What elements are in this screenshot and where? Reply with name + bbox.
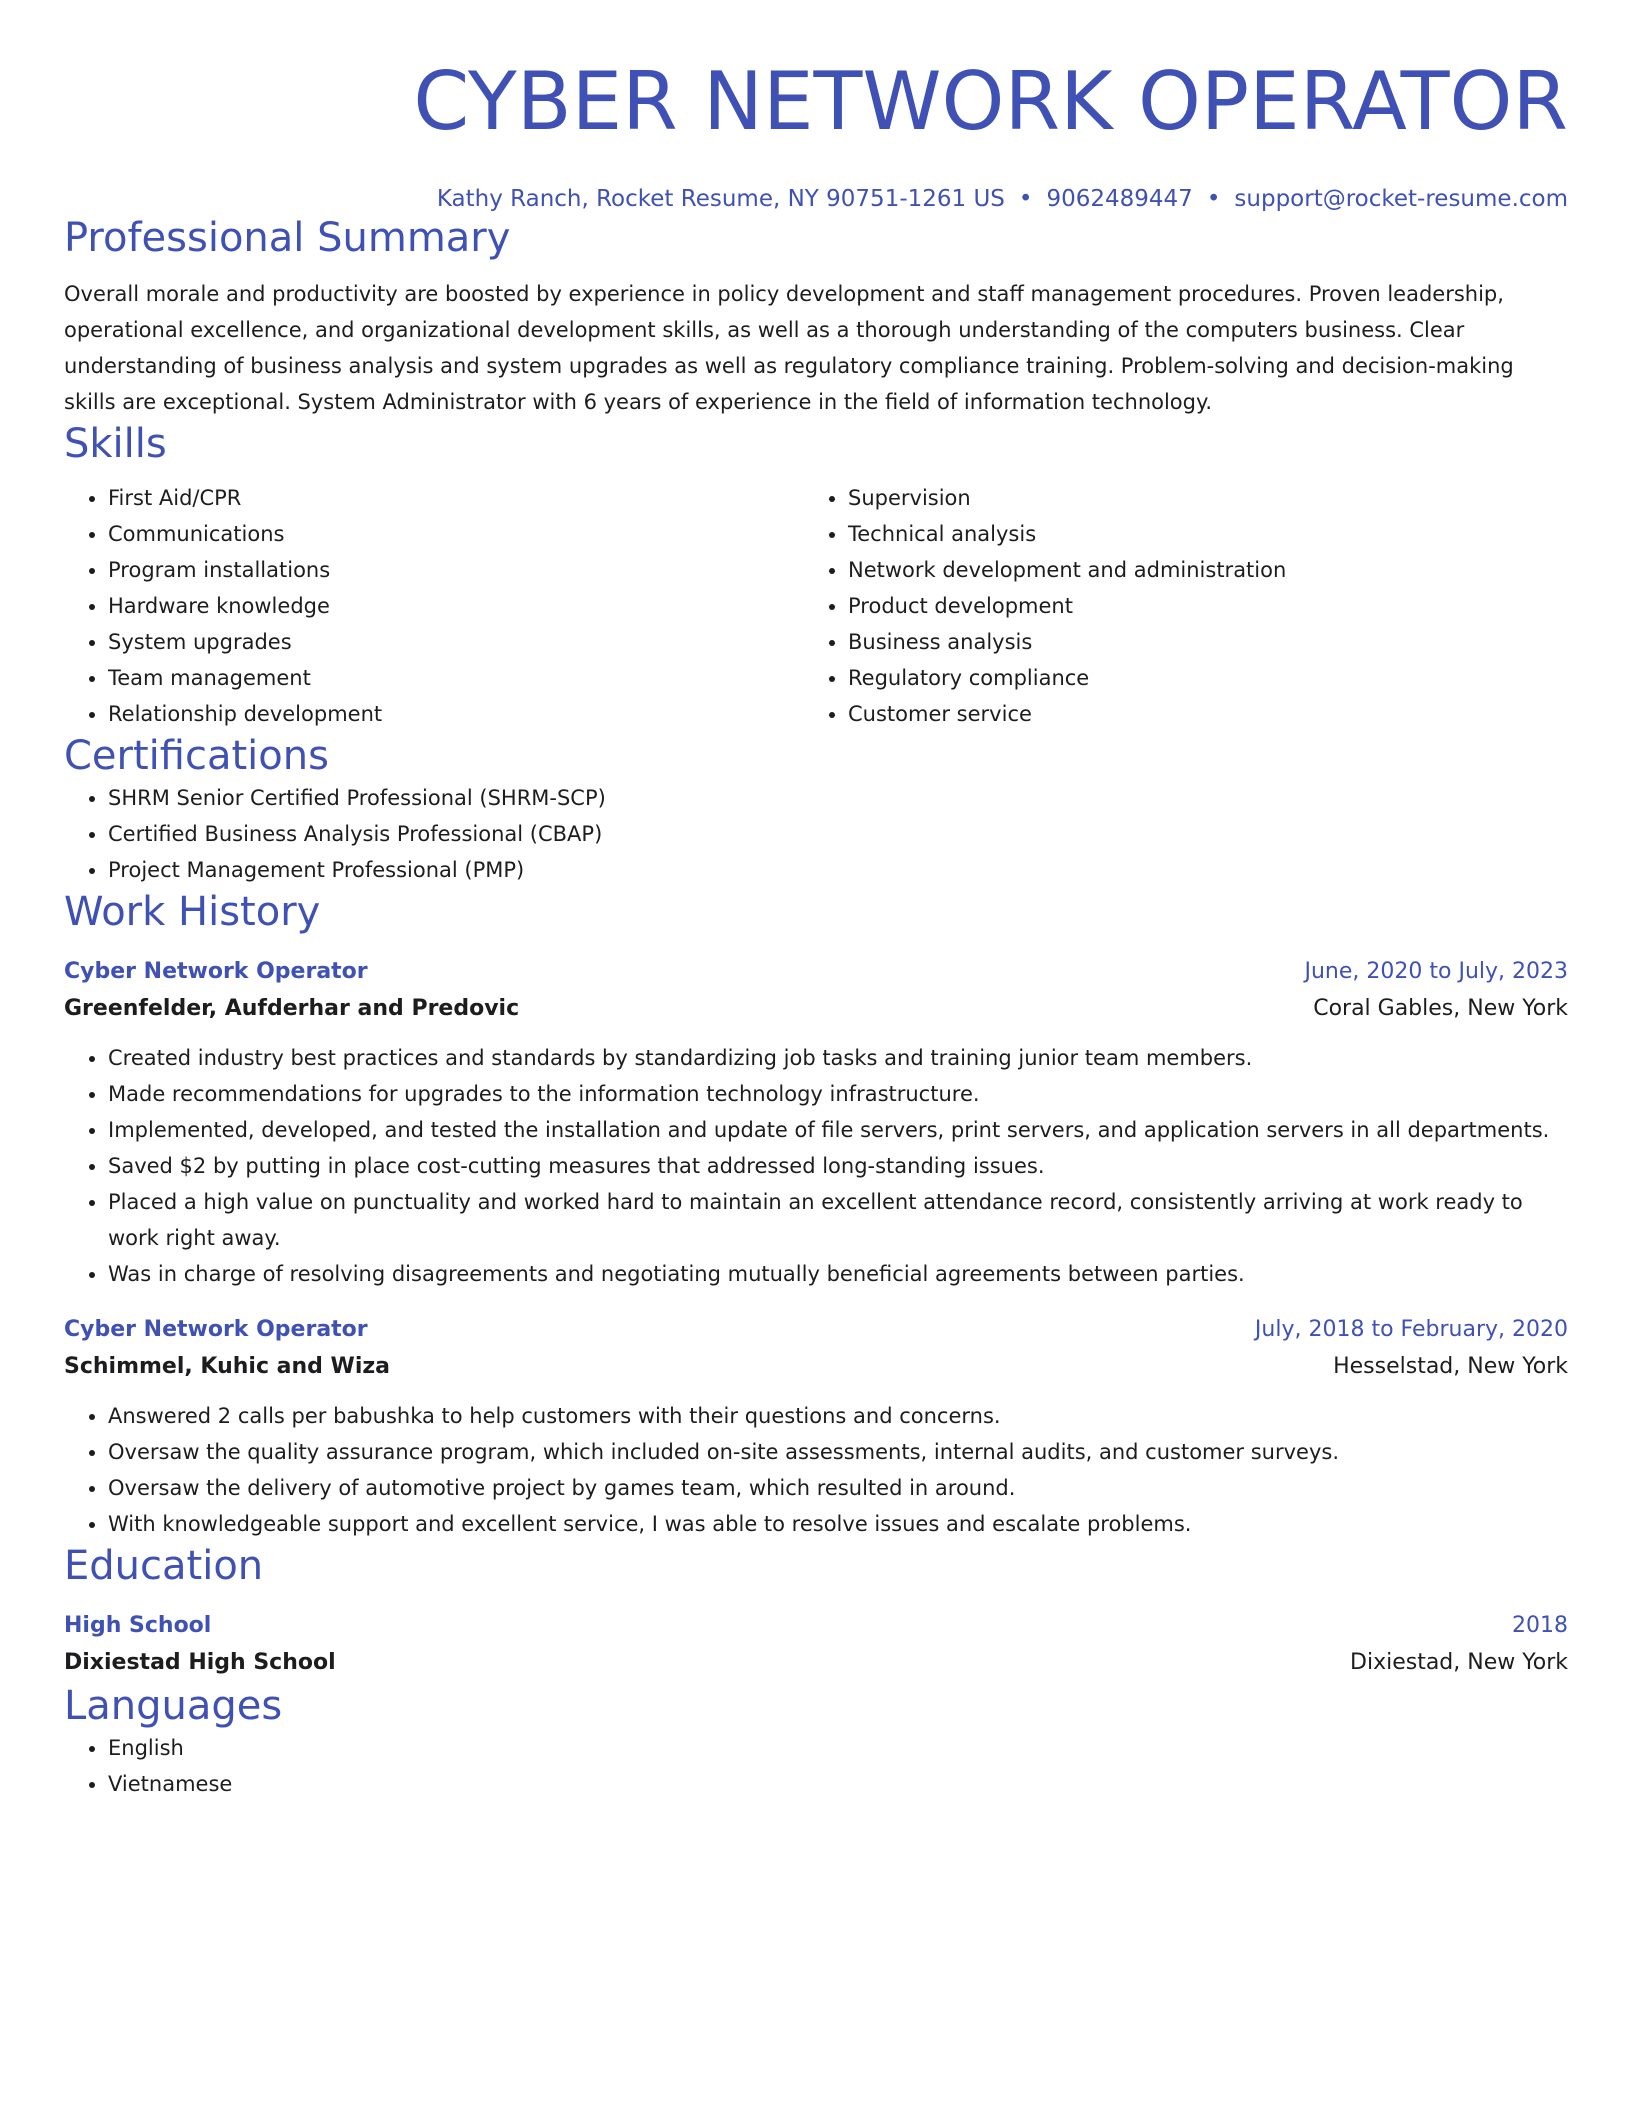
- job-duty: • With knowledgeable support and excellent service, I was able to resolve issues and escalate problems.: [108, 1506, 1568, 1542]
- contact-separator: •: [1206, 186, 1221, 212]
- certification-item: • Certified Business Analysis Professional (CBAP): [108, 816, 1568, 852]
- certifications-section: [64, 732, 1568, 888]
- skill-item: • Relationship development: [108, 696, 804, 732]
- work-history-section: [64, 888, 1568, 1542]
- work-history-heading: Work History: [64, 889, 321, 935]
- skill-item: • Product development: [848, 588, 1544, 624]
- candidate-title: CYBER NETWORK OPERATOR: [413, 55, 1568, 148]
- summary-text: Overall morale and productivity are boosted by experience in policy development and staff management procedures. Proven leadership, operational excellence, and organizational development skills, as well as a thorough understanding of the computers business. Clear understanding of business analysis and system upgrades as well as regulatory compliance training. Problem-solving and decision-making skills are exceptional. System Administrator with 6 years of experience in the field of information technology.: [64, 282, 1514, 414]
- contact-separator: •: [1018, 186, 1033, 212]
- job-duty: • Created industry best practices and standards by standardizing job tasks and training junior team members.: [108, 1040, 1568, 1076]
- education-year: 2018: [1512, 1613, 1568, 1638]
- education-degree: High School: [64, 1613, 212, 1638]
- skills-list-right: [804, 480, 1544, 732]
- job-duty: • Placed a high value on punctuality and worked hard to maintain an excellent attendance record, consistently arriving at work ready to work right away.: [108, 1184, 1568, 1256]
- skill-item: • Network development and administration: [848, 552, 1544, 588]
- languages-heading: Languages: [64, 1683, 283, 1729]
- resume-header: [64, 54, 1568, 214]
- contact-phone: 9062489447: [1046, 186, 1193, 212]
- job-company-row: [64, 990, 1568, 1028]
- job-duty: • Was in charge of resolving disagreements and negotiating mutually beneficial agreements between parties.: [108, 1256, 1568, 1292]
- certifications-heading: Certifications: [64, 733, 329, 779]
- skills-column-right: [804, 480, 1544, 732]
- job-role: Cyber Network Operator: [64, 1317, 368, 1342]
- education-location: Dixiestad, New York: [1350, 1650, 1568, 1675]
- job-duty: • Answered 2 calls per babushka to help customers with their questions and concerns.: [108, 1398, 1568, 1434]
- education-entry: [64, 1608, 1568, 1682]
- job-title-row: [64, 954, 1568, 990]
- job-location: Hesselstad, New York: [1333, 1354, 1568, 1379]
- job-company-row: [64, 1348, 1568, 1386]
- skill-item: • Supervision: [848, 480, 1544, 516]
- job-duty: • Oversaw the quality assurance program, which included on-site assessments, internal audits, and customer surveys.: [108, 1434, 1568, 1470]
- education-school-row: [64, 1644, 1568, 1682]
- education-heading: Education: [64, 1543, 264, 1589]
- skill-item: • Program installations: [108, 552, 804, 588]
- contact-line: [64, 184, 1568, 214]
- summary-section: [64, 214, 1568, 420]
- skill-item: • Business analysis: [848, 624, 1544, 660]
- job-duties-list: [64, 1040, 1568, 1292]
- job-company: Schimmel, Kuhic and Wiza: [64, 1354, 391, 1379]
- languages-list: [64, 1730, 1568, 1802]
- job-entry: [64, 1312, 1568, 1542]
- job-dates: July, 2018 to February, 2020: [1254, 1317, 1568, 1342]
- skill-item: • Regulatory compliance: [848, 660, 1544, 696]
- skills-section: [64, 420, 1568, 732]
- certification-item: • SHRM Senior Certified Professional (SHRM-SCP): [108, 780, 1568, 816]
- job-duty: • Implemented, developed, and tested the installation and update of file servers, print servers, and application servers in all departments.: [108, 1112, 1568, 1148]
- languages-section: [64, 1682, 1568, 1802]
- skill-item: • System upgrades: [108, 624, 804, 660]
- education-section: [64, 1542, 1568, 1682]
- education-degree-row: [64, 1608, 1568, 1644]
- job-role: Cyber Network Operator: [64, 959, 368, 984]
- skills-grid: [64, 480, 1568, 732]
- job-dates: June, 2020 to July, 2023: [1304, 959, 1568, 984]
- language-item: • Vietnamese: [108, 1766, 1568, 1802]
- certification-item: • Project Management Professional (PMP): [108, 852, 1568, 888]
- job-entry: [64, 954, 1568, 1292]
- job-duty: • Made recommendations for upgrades to the information technology infrastructure.: [108, 1076, 1568, 1112]
- skill-item: • Technical analysis: [848, 516, 1544, 552]
- contact-address: Kathy Ranch, Rocket Resume, NY 90751-1261 US: [436, 186, 1005, 212]
- skills-list-left: [64, 480, 804, 732]
- skills-column-left: [64, 480, 804, 732]
- job-company: Greenfelder, Aufderhar and Predovic: [64, 996, 520, 1021]
- job-title-row: [64, 1312, 1568, 1348]
- skill-item: • Hardware knowledge: [108, 588, 804, 624]
- job-duties-list: [64, 1398, 1568, 1542]
- job-duty: • Oversaw the delivery of automotive project by games team, which resulted in around.: [108, 1470, 1568, 1506]
- job-location: Coral Gables, New York: [1313, 996, 1568, 1021]
- education-school: Dixiestad High School: [64, 1650, 336, 1675]
- skill-item: • Communications: [108, 516, 804, 552]
- language-item: • English: [108, 1730, 1568, 1766]
- skills-heading: Skills: [64, 421, 167, 467]
- skill-item: • First Aid/CPR: [108, 480, 804, 516]
- contact-email: support@rocket-resume.com: [1234, 186, 1568, 212]
- job-duty: • Saved $2 by putting in place cost-cutting measures that addressed long-standing issues.: [108, 1148, 1568, 1184]
- skill-item: • Customer service: [848, 696, 1544, 732]
- skill-item: • Team management: [108, 660, 804, 696]
- summary-heading: Professional Summary: [64, 215, 511, 261]
- certifications-list: [64, 780, 1568, 888]
